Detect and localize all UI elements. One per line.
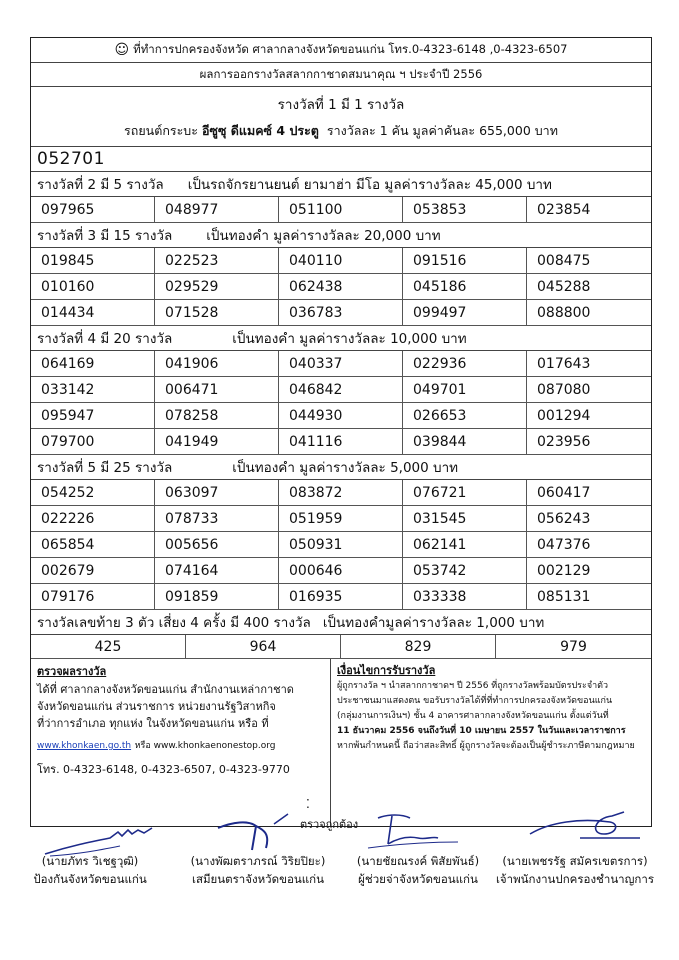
prize5-number: 022226	[31, 506, 155, 532]
prize4-number: 044930	[279, 403, 403, 429]
prize5-number: 051959	[279, 506, 403, 532]
prize5-number: 000646	[279, 558, 403, 584]
prize5-number: 076721	[403, 480, 527, 506]
prize3-number: 022523	[155, 248, 279, 274]
prize5-number: 060417	[527, 480, 651, 506]
prize3-number: 071528	[155, 300, 279, 326]
prize5-number: 016935	[279, 584, 403, 610]
prize4-number: 079700	[31, 429, 155, 455]
signer-4	[490, 852, 660, 888]
prize4-number: 026653	[403, 403, 527, 429]
check-phone: โทร. 0-4323-6148, 0-4323-6507, 0-4323-9770	[37, 763, 290, 776]
check-title: ตรวจผลรางวัล	[37, 665, 107, 678]
prize5-number: 085131	[527, 584, 651, 610]
prize4-number: 046842	[279, 377, 403, 403]
prize4-number: 078258	[155, 403, 279, 429]
prize5-title: รางวัลที่ 5 มี 25 รางวัล เป็นทองคำ มูลค่ารางวัลละ 5,000 บาท	[31, 455, 651, 480]
prize1-section	[31, 87, 651, 147]
prize5-number: 005656	[155, 532, 279, 558]
prize5-number: 079176	[31, 584, 155, 610]
signer-3	[338, 852, 498, 888]
signature-1	[40, 824, 160, 864]
prize3-number: 010160	[31, 274, 155, 300]
prize1-car-model: อีซูซุ ดีแมคซ์ 4 ประตู	[201, 122, 319, 138]
prize4-number: 041949	[155, 429, 279, 455]
prize4-number: 006471	[155, 377, 279, 403]
condition-line: (กลุ่มงานการเงินฯ) ชั้น 4 อาคารศาลากลางจังหวัดขอนแก่น ตั้งแต่วันที่	[337, 711, 609, 721]
prize2-number: 023854	[527, 197, 651, 223]
prize4-number: 041906	[155, 351, 279, 377]
last3-number: 964	[186, 635, 341, 659]
prize5-number: 050931	[279, 532, 403, 558]
prize3-number: 091516	[403, 248, 527, 274]
prize3-number: 008475	[527, 248, 651, 274]
khonkaen-link[interactable]: www.khonkaen.go.th	[37, 741, 132, 751]
prize5-numbers	[31, 480, 651, 610]
prize3-number: 099497	[403, 300, 527, 326]
prize5-number: 063097	[155, 480, 279, 506]
check-line: จังหวัดขอนแก่น ส่วนราชการ หน่วยงานรัฐวิสาหกิจ	[37, 700, 276, 713]
prize4-number: 039844	[403, 429, 527, 455]
prize1-number: 052701	[31, 147, 651, 172]
prize3-number: 045288	[527, 274, 651, 300]
prize5-number: 091859	[155, 584, 279, 610]
prize5-number: 002679	[31, 558, 155, 584]
signer-position: ป้องกันจังหวัดขอนแก่น	[33, 872, 147, 886]
prize2-number: 053853	[403, 197, 527, 223]
office-info: ที่ทำการปกครองจังหวัด ศาลากลางจังหวัดขอนแก่น โทร.0-4323-6148 ,0-4323-6507	[133, 42, 568, 56]
prize4-number: 095947	[31, 403, 155, 429]
prize3-number: 036783	[279, 300, 403, 326]
prize2-number: 097965	[31, 197, 155, 223]
conditions-title: เงื่อนไขการรับรางวัล	[337, 664, 436, 677]
mark-icon: ⁚	[306, 797, 310, 811]
prize5-number: 056243	[527, 506, 651, 532]
prize4-number: 017643	[527, 351, 651, 377]
signer-name: (นายภัทร วิเชฐวุฒิ)	[41, 854, 139, 868]
signature-2	[208, 810, 308, 860]
prize5-number: 047376	[527, 532, 651, 558]
condition-line: 11 ธันวาคม 2556 จนถึงวันที่ 10 เมษายน 2557 ในวันและเวลาราชการ	[337, 726, 626, 736]
prize4-number: 040337	[279, 351, 403, 377]
prize2-number: 048977	[155, 197, 279, 223]
prize5-number: 078733	[155, 506, 279, 532]
prize4-number: 041116	[279, 429, 403, 455]
signer-name: (นายเพชรรัฐ สมัครเขตรการ)	[502, 854, 648, 868]
prize3-numbers	[31, 248, 651, 326]
prize2-numbers	[31, 197, 651, 223]
prize5-number: 033338	[403, 584, 527, 610]
page-title: ผลการออกรางวัลสลากกาชาดสมนาคุณ ฯ ประจำปี 2556	[31, 63, 651, 87]
signer-2	[178, 852, 338, 888]
check-links	[37, 736, 324, 755]
prize2-number: 051100	[279, 197, 403, 223]
check-line: ที่ว่าการอำเภอ ทุกแห่ง ในจังหวัดขอนแก่น หรือ ที่	[37, 717, 269, 730]
prize4-number: 001294	[527, 403, 651, 429]
prize3-title: รางวัลที่ 3 มี 15 รางวัล เป็นทองคำ มูลค่ารางวัลละ 20,000 บาท	[31, 223, 651, 248]
prize3-number: 040110	[279, 248, 403, 274]
signer-name: (นางพัฒตราภรณ์ วิริยปิยะ)	[190, 854, 326, 868]
last3-number: 979	[496, 635, 651, 659]
prize3-number: 019845	[31, 248, 155, 274]
prize3-number: 014434	[31, 300, 155, 326]
prize5-number: 054252	[31, 480, 155, 506]
prize3-number: 062438	[279, 274, 403, 300]
last3-number: 425	[31, 635, 186, 659]
info-section	[31, 659, 651, 826]
condition-line: หากพ้นกำหนดนี้ ถือว่าสละสิทธิ์ ผู้ถูกรางวัลจะต้องเป็นผู้ชำระภาษีตามกฎหมาย	[337, 741, 635, 751]
prize5-number: 083872	[279, 480, 403, 506]
prize4-number: 049701	[403, 377, 527, 403]
last3-numbers	[31, 635, 651, 659]
results-sheet	[30, 37, 652, 827]
prize3-number: 088800	[527, 300, 651, 326]
signer-name: (นายชัยณรงค์ พิสัยพันธ์)	[356, 854, 480, 868]
last3-title: รางวัลเลขท้าย 3 ตัว เสี่ยง 4 ครั้ง มี 400 รางวัล เป็นทองคำมูลค่ารางวัลละ 1,000 บาท	[31, 610, 651, 635]
prize5-number: 002129	[527, 558, 651, 584]
signer-1	[10, 852, 170, 888]
office-header	[31, 38, 651, 63]
prize5-number: 031545	[403, 506, 527, 532]
prize4-numbers	[31, 351, 651, 455]
condition-line: ผู้ถูกรางวัล ฯ นำสลากกาชาดฯ ปี 2556 ที่ถูกรางวัลพร้อมบัตรประจำตัว	[337, 681, 609, 691]
prize5-number: 053742	[403, 558, 527, 584]
prize5-number: 074164	[155, 558, 279, 584]
prize4-number: 064169	[31, 351, 155, 377]
prize3-number: 029529	[155, 274, 279, 300]
prize1-title: รางวัลที่ 1 มี 1 รางวัล	[277, 96, 405, 113]
prize4-number: 033142	[31, 377, 155, 403]
prize2-title: รางวัลที่ 2 มี 5 รางวัล เป็นรถจักรยานยนต์ ยามาฮ่า มีโอ มูลค่ารางวัลละ 45,000 บาท	[31, 172, 651, 197]
smiley-icon: ☺	[114, 42, 130, 58]
check-line: ได้ที่ ศาลากลางจังหวัดขอนแก่น สำนักงานเหล่ากาชาด	[37, 683, 294, 696]
verified-label: ⁚ ตรวจถูกต้อง	[300, 797, 359, 831]
check-results	[31, 659, 331, 826]
signer-position: เจ้าพนักงานปกครองชำนาญการ	[495, 872, 655, 886]
signer-position: ผู้ช่วยจ่าจังหวัดขอนแก่น	[358, 872, 478, 886]
prize4-number: 023956	[527, 429, 651, 455]
signature-3	[358, 808, 478, 858]
signer-position: เสมียนตราจังหวัดขอนแก่น	[192, 872, 324, 886]
prize4-number: 087080	[527, 377, 651, 403]
prize4-title: รางวัลที่ 4 มี 20 รางวัล เป็นทองคำ มูลค่ารางวัลละ 10,000 บาท	[31, 326, 651, 351]
onestop-link[interactable]: หรือ www.khonkaenonestop.org	[134, 741, 276, 751]
prize5-number: 065854	[31, 532, 155, 558]
last3-number: 829	[341, 635, 496, 659]
conditions	[331, 659, 651, 826]
prize4-number: 022936	[403, 351, 527, 377]
prize1-desc: รถยนต์กระบะ อีซูซุ ดีแมคซ์ 4 ประตู รางวัลละ 1 คัน มูลค่าคันละ 655,000 บาท	[124, 122, 558, 138]
prize3-number: 045186	[403, 274, 527, 300]
prize5-number: 062141	[403, 532, 527, 558]
signature-4	[520, 808, 660, 858]
condition-line: ประชาชนมาแสดงตน ขอรับรางวัลได้ที่ที่ทำการปกครองจังหวัดขอนแก่น	[337, 696, 613, 706]
